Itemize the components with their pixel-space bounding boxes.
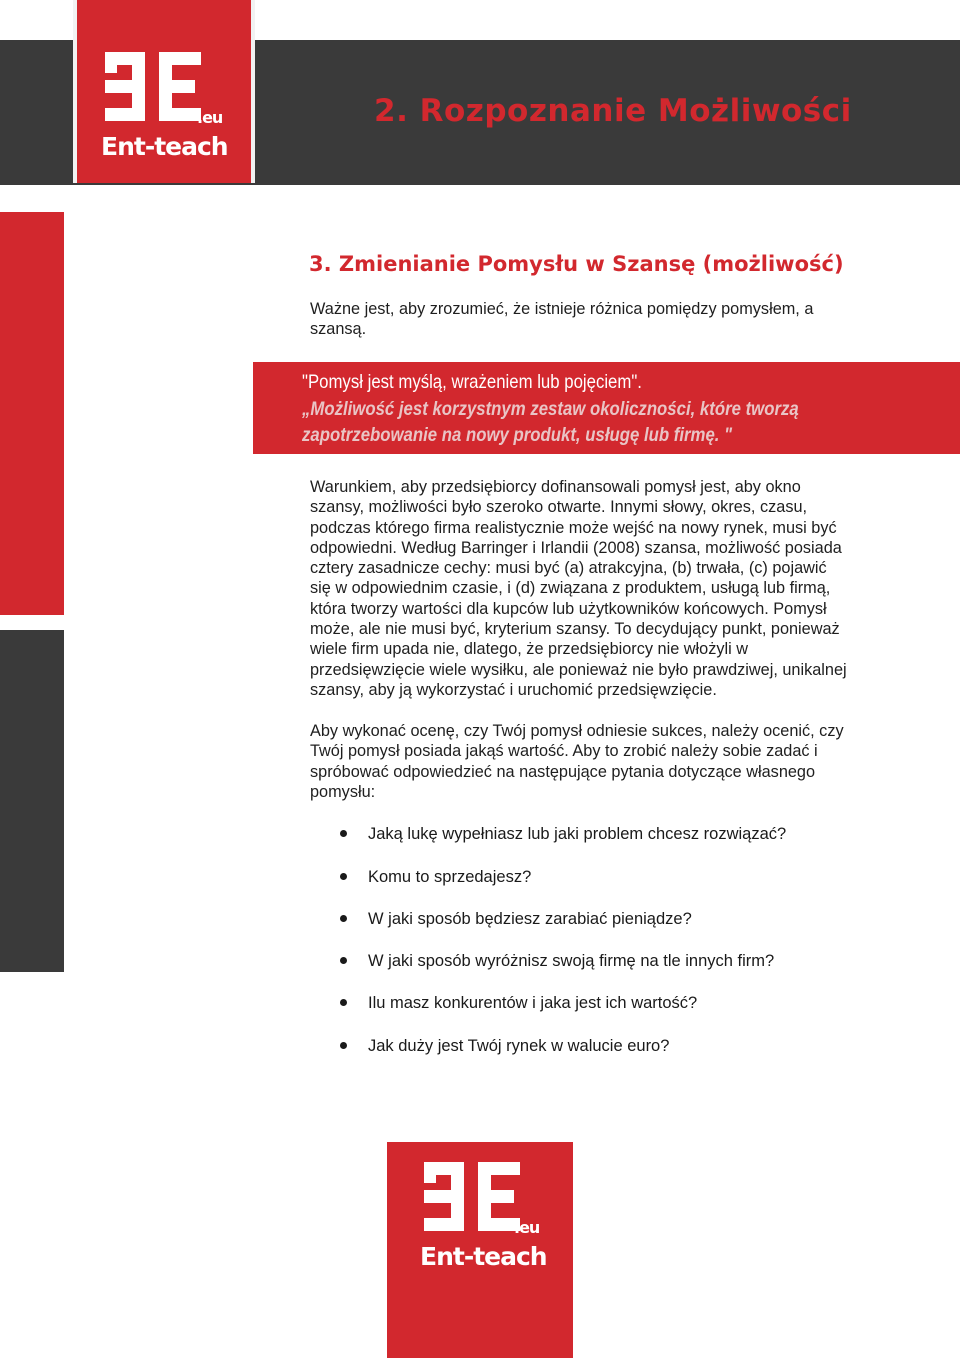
list-item: [368, 824, 786, 844]
text-line: spróbować odpowiedzieć na następujące pytania dotyczące własnego: [310, 762, 816, 781]
list-item: [368, 867, 531, 887]
list-item: [368, 1036, 669, 1056]
bullet-icon: [340, 915, 347, 922]
logo-domain: .eu: [514, 1218, 540, 1237]
section-heading: 3. Zmienianie Pomysłu w Szansę (możliwość): [309, 252, 844, 276]
list-item: [368, 951, 774, 971]
question-text: W jaki sposób będziesz zarabiać pieniądze?: [368, 910, 692, 928]
text-line: odpowiedni. Według Barringer i Irlandii (2008) szansa, możliwość posiada: [310, 538, 842, 557]
logo-text: Ent-teach: [101, 132, 228, 161]
question-text: Komu to sprzedajesz?: [368, 868, 532, 886]
bullet-icon: [340, 957, 347, 964]
side-bar-red: [0, 212, 64, 615]
text-line: przedsięwzięcie wiele wysiłku, ale ponieważ nie było prawdziwej, unikalnej: [310, 660, 847, 679]
question-text: W jaki sposób wyróżnisz swoją firmę na tle innych firm?: [368, 952, 775, 970]
bullet-icon: [340, 999, 347, 1006]
list-item: [368, 993, 697, 1013]
question-text: Ilu masz konkurentów i jaka jest ich wartość?: [368, 994, 698, 1012]
side-bar-dark: [0, 630, 64, 972]
list-item: [368, 909, 692, 929]
text-line: która tworzy wartości dla kupców lub użytkowników końcowych. Pomysł: [310, 599, 827, 618]
footer-logo: [387, 1142, 573, 1358]
logo: [73, 0, 255, 183]
quote-line: „Możliwość jest korzystnym zestaw okoliczności, które tworzą: [302, 398, 799, 420]
quote-line: zapotrzebowanie na nowy produkt, usługę lub firmę. ": [302, 424, 733, 446]
text-line: może, ale nie musi być, kryterium szansy. To decydujący punkt, ponieważ: [310, 620, 840, 639]
body-paragraph-2: [310, 721, 844, 802]
body-paragraph-1: [310, 477, 847, 700]
question-text: Jak duży jest Twój rynek w walucie euro?: [368, 1037, 670, 1055]
text-line: szansy, aby ją wykorzystać i uruchomić przedsięwzięcie.: [310, 680, 717, 699]
text-line: szansy, możliwości było szeroko otwarte. Innymi słowy, okres, czasu,: [310, 498, 808, 517]
text-line: Ważne jest, aby zrozumieć, że istnieje różnica pomiędzy pomysłem, a: [310, 300, 814, 318]
text-line: cztery zasadnicze cechy: musi być (a) atrakcyjna, (b) trwała, (c) pojawić: [310, 559, 827, 578]
text-line: Warunkiem, aby przedsiębiorcy dofinansowali pomysł jest, aby okno: [310, 478, 801, 496]
bullet-icon: [340, 830, 347, 837]
text-line: szansą.: [310, 320, 367, 339]
question-text: Jaką lukę wypełniasz lub jaki problem chcesz rozwiązać?: [368, 825, 787, 843]
text-line: Aby wykonać ocenę, czy Twój pomysł odniesie sukces, należy ocenić, czy: [310, 722, 844, 740]
quote-line: "Pomysł jest myślą, wrażeniem lub pojęciem".: [302, 371, 642, 393]
logo-domain: .eu: [197, 108, 223, 127]
page-title: 2. Rozpoznanie Możliwości: [374, 93, 852, 129]
logo-text: Ent-teach: [420, 1242, 547, 1271]
text-line: pomysłu:: [310, 782, 376, 801]
intro-paragraph: [310, 299, 813, 340]
text-line: wiele firm upada nie, dlatego, że przedsiębiorcy nie włożyli w: [310, 640, 748, 659]
text-line: Twój pomysł posiada jakąś wartość. Aby to zrobić należy sobie zadać i: [310, 742, 818, 761]
bullet-icon: [340, 1042, 347, 1049]
bullet-icon: [340, 873, 347, 880]
text-line: podczas którego firma realistycznie może wejść na nowy rynek, musi być: [310, 518, 837, 537]
text-line: się w odpowiednim czasie, i (d) związana z produktem, usługą lub firmą,: [310, 579, 831, 598]
